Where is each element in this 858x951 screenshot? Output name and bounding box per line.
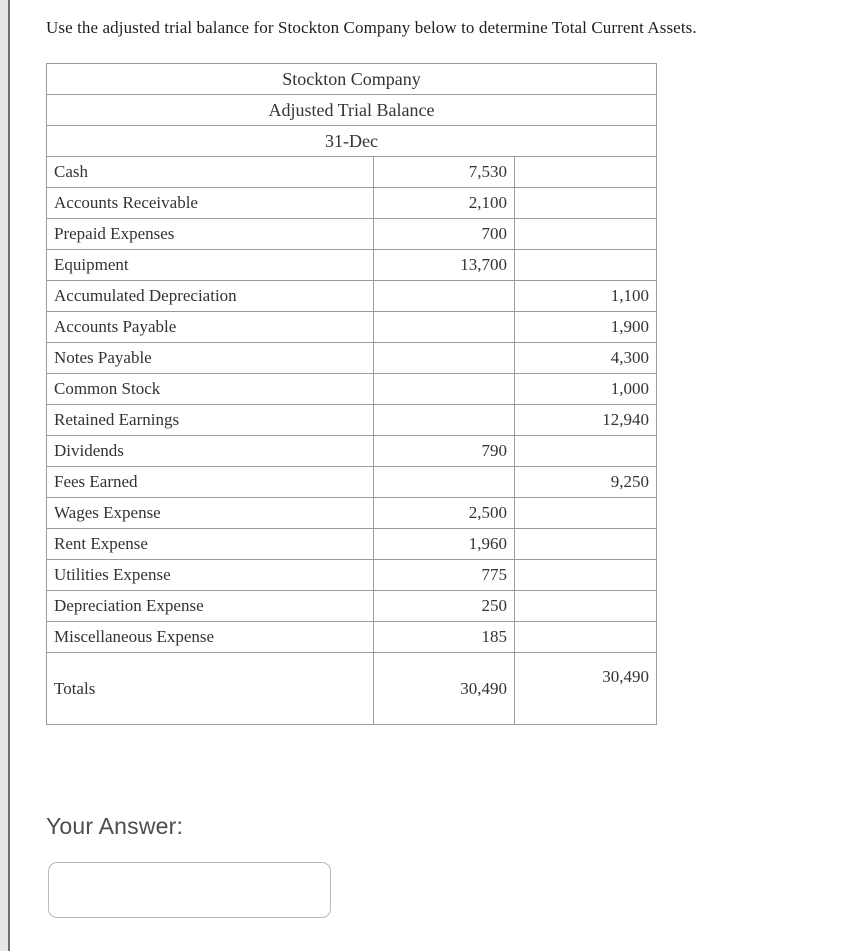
account-name: Utilities Expense	[47, 560, 374, 591]
answer-input[interactable]	[48, 862, 331, 918]
credit-value: 1,900	[515, 312, 657, 343]
credit-value: 1,000	[515, 374, 657, 405]
table-row	[47, 219, 657, 250]
table-row	[47, 591, 657, 622]
debit-value	[374, 467, 515, 498]
account-name: Accounts Receivable	[47, 188, 374, 219]
credit-value	[515, 188, 657, 219]
debit-value	[374, 405, 515, 436]
account-name: Rent Expense	[47, 529, 374, 560]
totals-row	[47, 653, 657, 725]
account-name: Notes Payable	[47, 343, 374, 374]
account-name: Wages Expense	[47, 498, 374, 529]
table-row	[47, 405, 657, 436]
credit-value	[515, 436, 657, 467]
account-name: Prepaid Expenses	[47, 219, 374, 250]
credit-value: 12,940	[515, 405, 657, 436]
trial-balance-table	[46, 63, 657, 725]
credit-value: 1,100	[515, 281, 657, 312]
account-name: Equipment	[47, 250, 374, 281]
table-row	[47, 436, 657, 467]
your-answer-label: Your Answer:	[46, 813, 184, 839]
totals-label: Totals	[47, 653, 374, 725]
credit-value	[515, 498, 657, 529]
table-row	[47, 188, 657, 219]
table-row	[47, 312, 657, 343]
debit-value: 700	[374, 219, 515, 250]
table-row	[47, 250, 657, 281]
question-panel	[46, 0, 826, 918]
debit-value: 250	[374, 591, 515, 622]
table-title-row	[47, 64, 657, 95]
question-text: Use the adjusted trial balance for Stockton Company below to determine Total Current Assets.	[46, 18, 697, 37]
table-date: 31-Dec	[47, 126, 657, 157]
credit-value: 4,300	[515, 343, 657, 374]
table-row	[47, 529, 657, 560]
debit-value: 2,500	[374, 498, 515, 529]
debit-value	[374, 312, 515, 343]
credit-value: 9,250	[515, 467, 657, 498]
debit-value	[374, 343, 515, 374]
account-name: Retained Earnings	[47, 405, 374, 436]
table-row	[47, 622, 657, 653]
credit-value	[515, 591, 657, 622]
account-name: Depreciation Expense	[47, 591, 374, 622]
page-left-gutter	[0, 0, 10, 951]
account-name: Accounts Payable	[47, 312, 374, 343]
account-name: Accumulated Depreciation	[47, 281, 374, 312]
debit-value: 185	[374, 622, 515, 653]
debit-value: 775	[374, 560, 515, 591]
table-row	[47, 281, 657, 312]
table-date-row	[47, 126, 657, 157]
debit-value	[374, 374, 515, 405]
account-name: Dividends	[47, 436, 374, 467]
table-row	[47, 560, 657, 591]
credit-value	[515, 560, 657, 591]
debit-value: 13,700	[374, 250, 515, 281]
credit-value	[515, 529, 657, 560]
table-row	[47, 374, 657, 405]
account-name: Common Stock	[47, 374, 374, 405]
table-title: Stockton Company	[47, 64, 657, 95]
credit-value	[515, 157, 657, 188]
debit-value: 2,100	[374, 188, 515, 219]
table-subtitle: Adjusted Trial Balance	[47, 95, 657, 126]
account-name: Miscellaneous Expense	[47, 622, 374, 653]
debit-value: 7,530	[374, 157, 515, 188]
table-row	[47, 467, 657, 498]
table-row	[47, 343, 657, 374]
credit-value	[515, 622, 657, 653]
account-name: Fees Earned	[47, 467, 374, 498]
totals-debit: 30,490	[374, 653, 515, 725]
account-name: Cash	[47, 157, 374, 188]
credit-value	[515, 219, 657, 250]
debit-value: 1,960	[374, 529, 515, 560]
table-row	[47, 498, 657, 529]
debit-value	[374, 281, 515, 312]
table-subtitle-row	[47, 95, 657, 126]
table-row	[47, 157, 657, 188]
debit-value: 790	[374, 436, 515, 467]
totals-credit: 30,490	[515, 653, 657, 725]
credit-value	[515, 250, 657, 281]
